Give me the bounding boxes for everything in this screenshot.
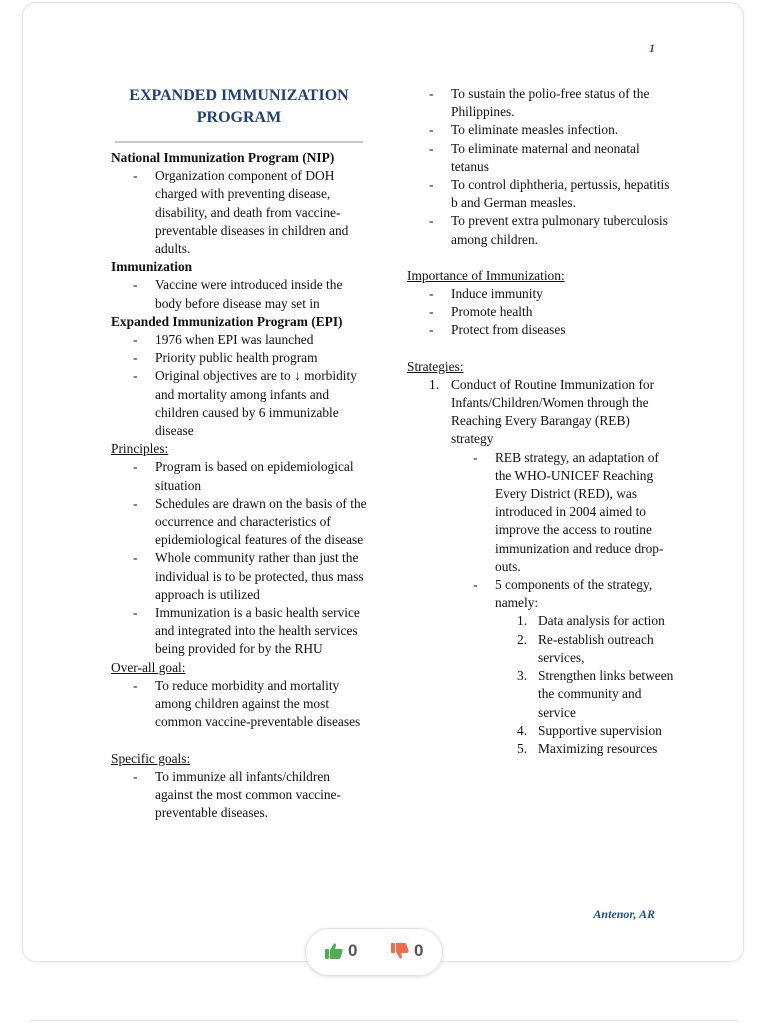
list-number: 2. [517, 631, 528, 647]
list-item [407, 667, 675, 722]
left-column [111, 85, 371, 822]
list-item: - Organization component of DOH charged with preventing disease, disability, and death from vaccine-preventable diseases in children and adults. [111, 167, 371, 258]
component-text: Supportive supervision [538, 722, 662, 738]
specific-goals-list [111, 768, 371, 823]
list-item [407, 376, 675, 449]
components-list [407, 612, 675, 758]
importance-list [407, 285, 675, 340]
divider [30, 1020, 738, 1021]
strategy-text: Conduct of Routine Immunization for Infants/Children/Women through the Reaching Every Barangay (REB) strategy [451, 376, 655, 447]
importance-heading: Importance of Immunization: [407, 267, 565, 283]
component-text: Data analysis for action [538, 613, 665, 629]
immunization-list [111, 276, 371, 312]
like-count: 0 [348, 941, 358, 960]
list-item: - Whole community rather than just the individual is to be protected, thus mass approach is utilized [111, 549, 371, 604]
nip-heading: National Immunization Program (NIP) [111, 150, 335, 165]
nip-list [111, 167, 371, 258]
strategy-sub-list [407, 449, 675, 613]
component-text: Strengthen links between the community and service [538, 668, 674, 720]
list-item: - REB strategy, an adaptation of the WHO-UNICEF Reaching Every District (RED), was introduced in 2004 aimed to improve the access to routine immunization and reduce drop-outs. [407, 449, 675, 576]
list-item: - Program is based on epidemiological situation [111, 458, 371, 494]
list-item: - Priority public health program [111, 349, 371, 367]
document-title: EXPANDED IMMUNIZATION PROGRAM [115, 85, 363, 143]
list-number: 3. [517, 668, 528, 684]
list-number: 5. [517, 740, 528, 756]
list-item: - To reduce morbidity and mortality among children against the most common vaccine-preventable diseases [111, 677, 371, 732]
overall-goal-list [111, 677, 371, 732]
page-number: 1 [649, 41, 655, 55]
specific-goals-continued-list [407, 85, 675, 249]
component-text: Re-establish outreach services, [538, 631, 654, 665]
list-item: - Original objectives are to ↓ morbidity and mortality among infants and children caused by 6 immunizable disease [111, 367, 371, 440]
dislike-count: 0 [414, 941, 424, 960]
reaction-bar [305, 928, 443, 976]
list-item: - To prevent extra pulmonary tuberculosis among children. [407, 212, 675, 248]
list-item: - Immunization is a basic health service and integrated into the health services being provided for by the RHU [111, 604, 371, 659]
immunization-heading: Immunization [111, 259, 193, 275]
right-column [407, 85, 675, 758]
list-number: 1. [517, 613, 528, 629]
thumbs-up-icon [324, 942, 344, 960]
list-item: - Schedules are drawn on the basis of the occurrence and characteristics of epidemiological features of the disease [111, 495, 371, 550]
list-item: - 5 components of the strategy, namely: [407, 576, 675, 612]
component-text: Maximizing resources [538, 740, 658, 756]
list-item [407, 612, 675, 630]
list-number: 4. [517, 722, 528, 738]
principles-heading: Principles: [111, 441, 169, 457]
list-item: - To immunize all infants/children against the most common vaccine-preventable diseases. [111, 768, 371, 823]
list-item: - 1976 when EPI was launched [111, 331, 371, 349]
author-signature: Antenor, AR [593, 907, 655, 921]
dislike-button[interactable] [390, 941, 423, 961]
principles-list [111, 458, 371, 658]
list-item: - To control diphtheria, pertussis, hepatitis b and German measles. [407, 176, 675, 212]
list-item: - Induce immunity [407, 285, 675, 303]
overall-goal-heading: Over-all goal: [111, 659, 186, 675]
list-item: - To eliminate maternal and neonatal tetanus [407, 140, 675, 176]
document-page [22, 2, 744, 962]
list-item: - Vaccine were introduced inside the body before disease may set in [111, 276, 371, 312]
list-item [407, 740, 675, 758]
like-button[interactable] [324, 941, 357, 961]
list-item [407, 631, 675, 667]
list-item: - To sustain the polio-free status of the Philippines. [407, 85, 675, 121]
list-number: 1. [429, 376, 440, 392]
strategies-list [407, 376, 675, 449]
list-item: - To eliminate measles infection. [407, 121, 675, 139]
epi-heading: Expanded Immunization Program (EPI) [111, 313, 343, 329]
specific-goals-heading: Specific goals: [111, 750, 191, 766]
strategies-heading: Strategies: [407, 358, 464, 374]
list-item: - Promote health [407, 303, 675, 321]
thumbs-down-icon [390, 942, 410, 960]
list-item [407, 722, 675, 740]
epi-list [111, 331, 371, 440]
list-item: - Protect from diseases [407, 321, 675, 339]
